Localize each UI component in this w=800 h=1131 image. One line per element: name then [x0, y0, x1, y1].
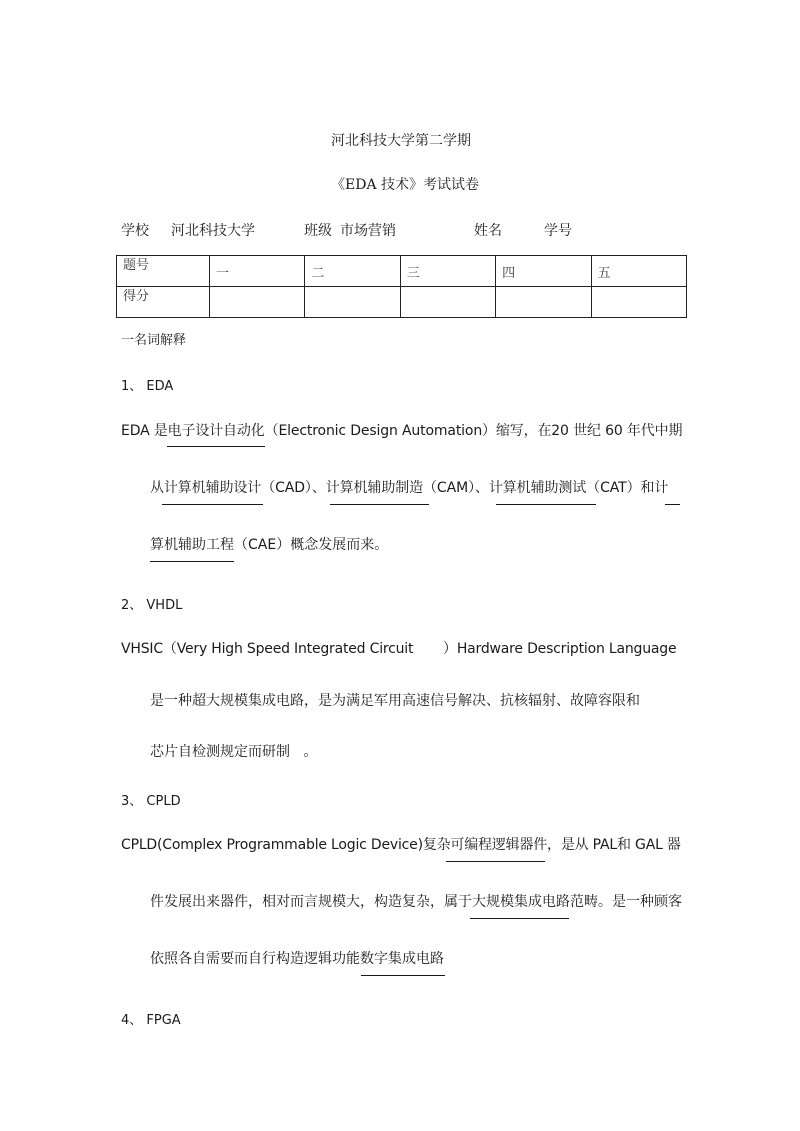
score-table — [116, 255, 687, 318]
definition-line: 是一种超大规模集成电路，是为满足军用高速信号解决、抗核辐射、故障容限和 — [150, 693, 640, 709]
score-cell-col3[interactable] — [400, 287, 495, 318]
table-cell-col1: 一 — [210, 256, 305, 287]
definition-line: 依照各自需要而自行构造逻辑功能数字集成电路 — [150, 951, 444, 967]
underline — [496, 504, 596, 505]
student-id-label: 学号 — [544, 223, 572, 239]
definition-line: 从计算机辅助设计（CAD）、计算机辅助制造（CAM）、计算机辅助测试（CAT）和计 — [150, 480, 669, 496]
exam-term-title: 河北科技大学第二学期 — [331, 133, 471, 149]
definition-line: 芯片自检测规定而研制 。 — [150, 744, 318, 760]
definition-line: 算机辅助工程（CAE）概念发展而来。 — [150, 537, 389, 553]
underline — [162, 504, 263, 505]
question-number-header — [117, 256, 210, 287]
table-cell-col2: 二 — [305, 256, 400, 287]
underline — [446, 861, 545, 862]
definition-line: 件发展出来器件，相对而言规模大，构造复杂，属于大规模集成电路范畴。是一种顾客 — [150, 894, 682, 910]
exam-paper-title: 《EDA 技术》考试试卷 — [331, 177, 480, 193]
underline — [470, 918, 569, 919]
score-header — [117, 287, 210, 318]
term-heading: 4、 FPGA — [121, 1013, 181, 1028]
definition-line: VHSIC（Very High Speed Integrated Circuit ）Hardware Description Language — [121, 641, 677, 657]
definition-line: CPLD(Complex Programmable Logic Device)复杂可编程逻辑器件，是从 PAL和 GAL 器 — [121, 837, 681, 853]
term-heading: 2、 VHDL — [121, 598, 183, 613]
score-cell-col1[interactable] — [210, 287, 305, 318]
score-table-row-question — [117, 256, 687, 287]
score-cell-col4[interactable] — [496, 287, 591, 318]
school-label: 学校 — [121, 223, 149, 239]
underline — [150, 561, 234, 562]
school-value: 河北科技大学 — [171, 223, 255, 239]
term-heading: 1、 EDA — [121, 379, 174, 394]
table-cell-col3: 三 — [400, 256, 495, 287]
definition-line: EDA 是电子设计自动化（Electronic Design Automation）缩写，在20 世纪 60 年代中期 — [121, 423, 683, 439]
underline — [665, 504, 680, 505]
term-heading: 3、 CPLD — [121, 794, 181, 809]
underline — [167, 446, 265, 447]
class-label: 班级 — [304, 223, 332, 239]
score-cell-col5[interactable] — [591, 287, 686, 318]
score-table-row-score — [117, 287, 687, 318]
question-number-header-text: 题号 — [123, 257, 150, 273]
underline — [330, 504, 429, 505]
score-cell-col2[interactable] — [305, 287, 400, 318]
score-header-text: 得分 — [123, 288, 150, 304]
section-title: 一名词解释 — [121, 333, 187, 348]
name-label: 姓名 — [474, 223, 502, 239]
underline — [361, 975, 445, 976]
table-cell-col5: 五 — [591, 256, 686, 287]
class-value: 市场营销 — [340, 223, 396, 239]
table-cell-col4: 四 — [496, 256, 591, 287]
